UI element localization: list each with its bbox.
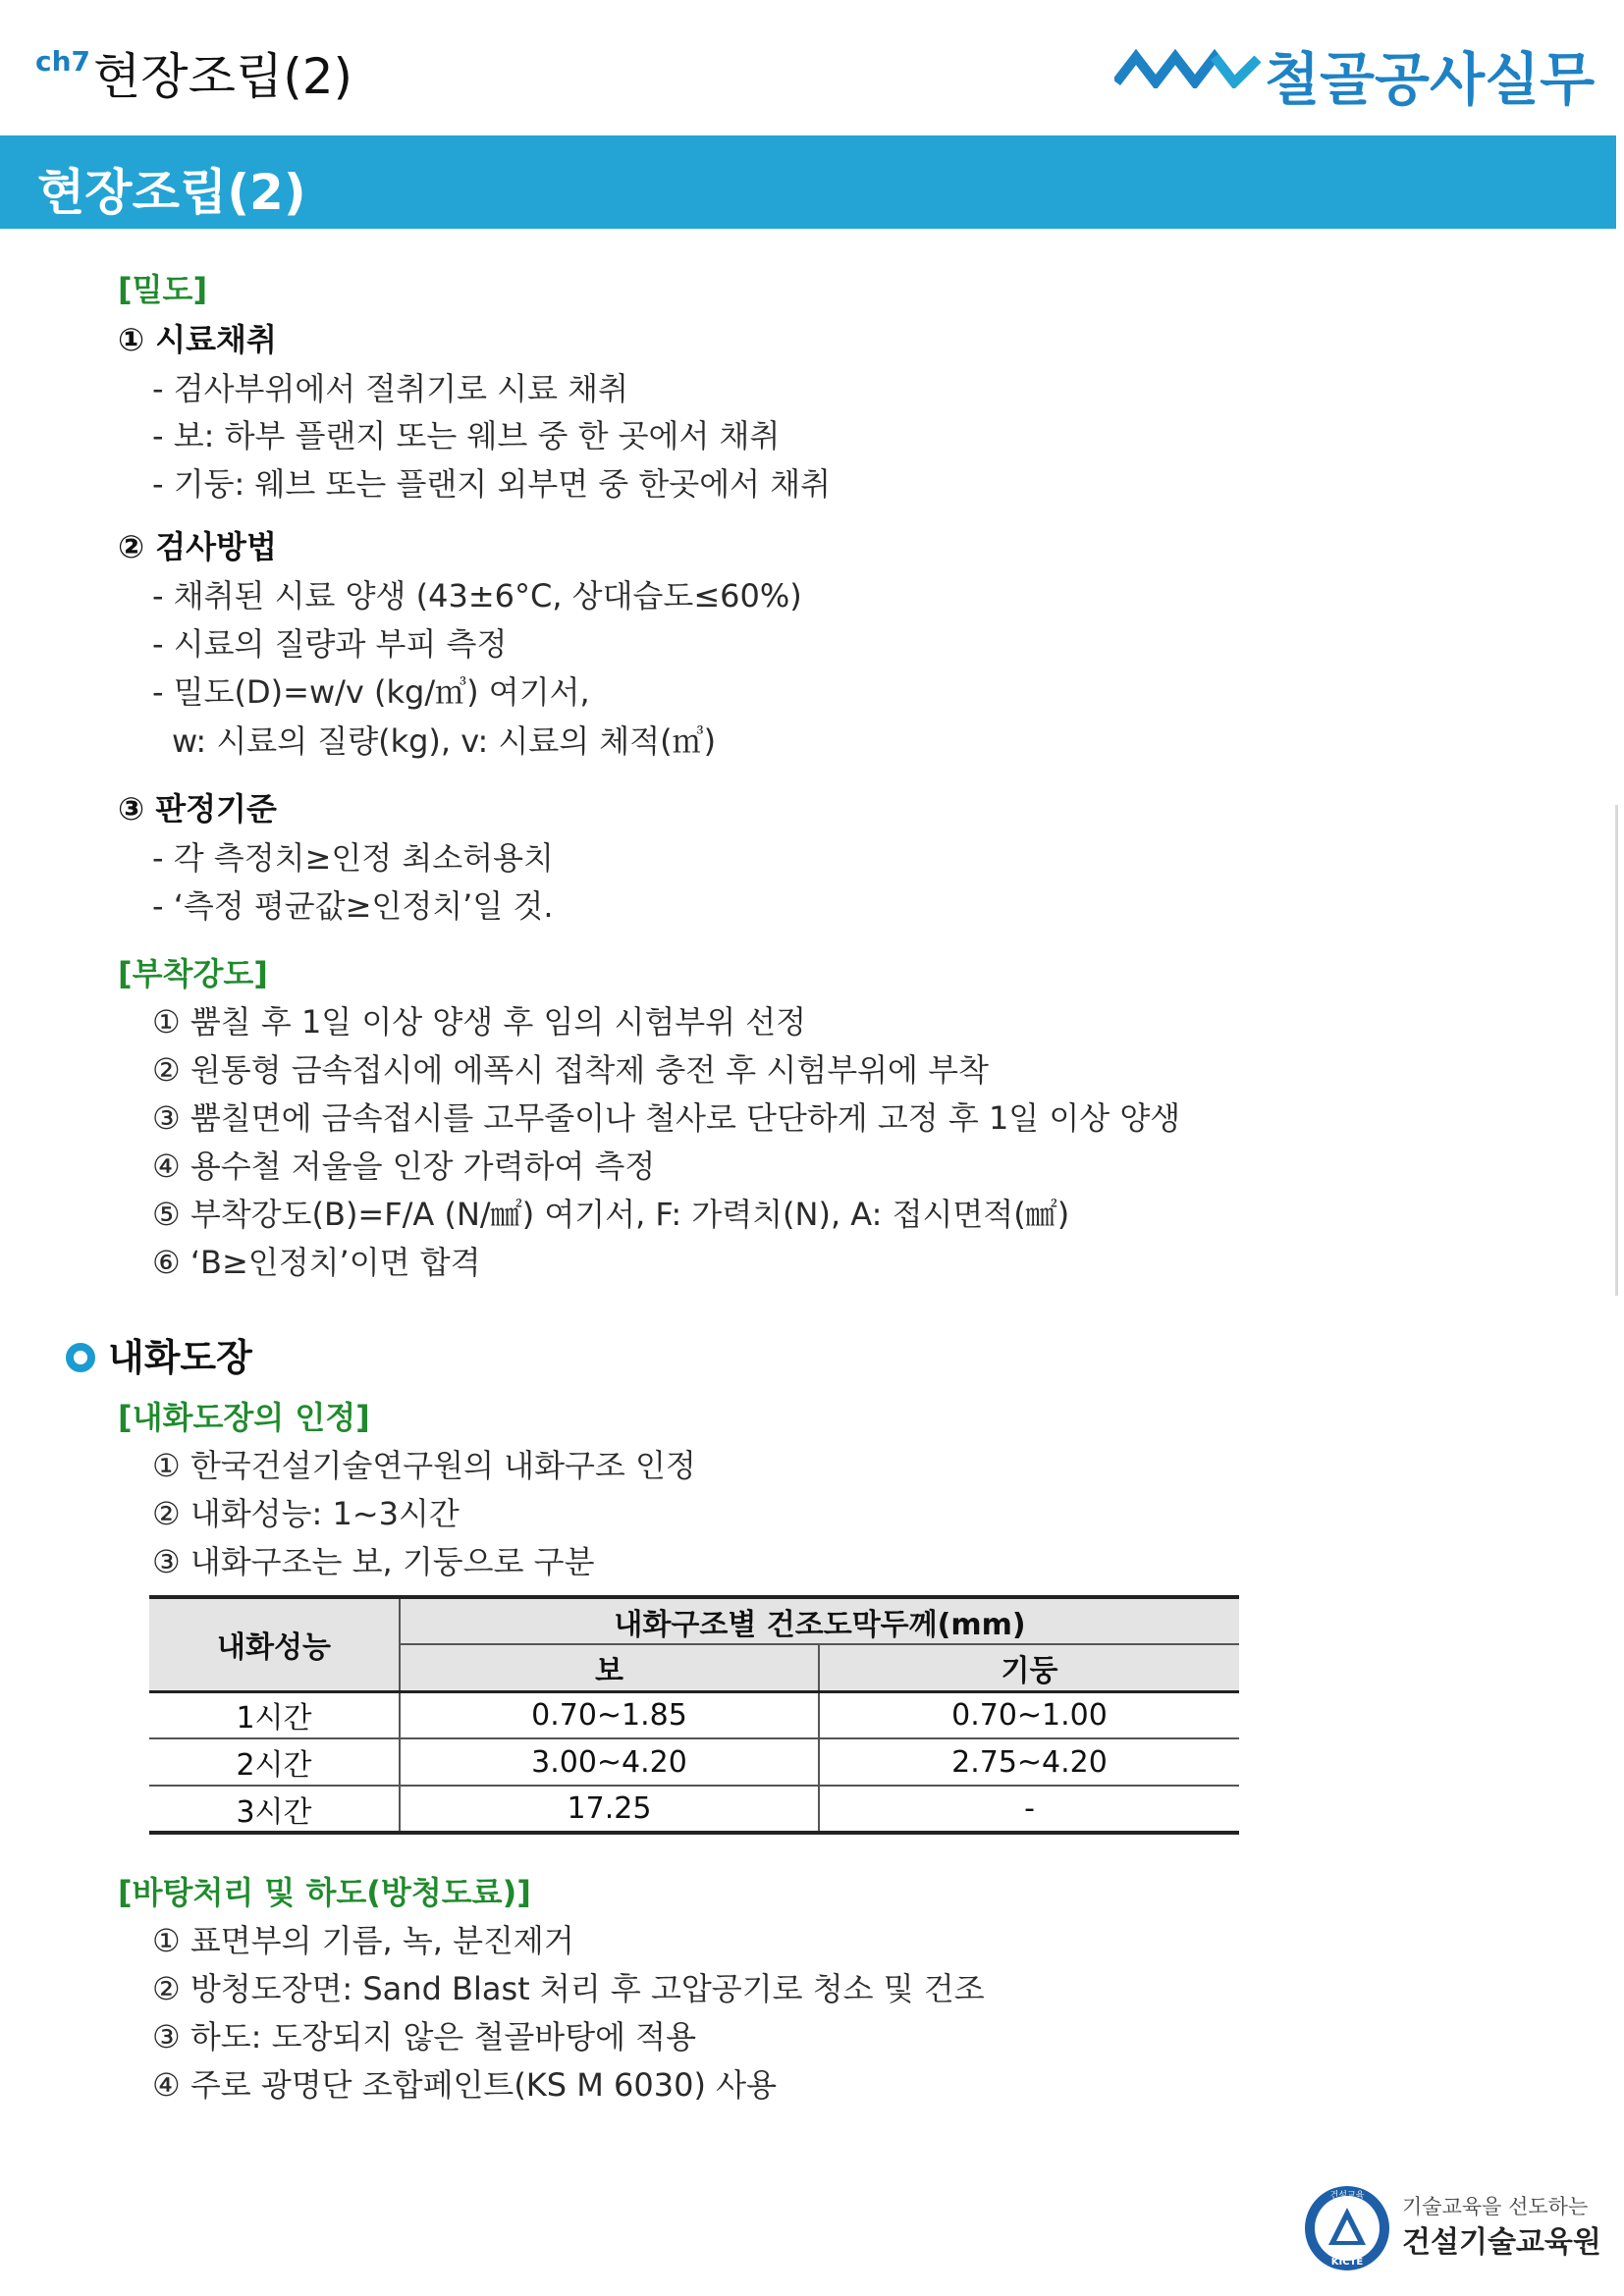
cert-item: ① 한국건설기술연구원의 내화구조 인정 bbox=[152, 1447, 696, 1484]
table-cell: 1시간 bbox=[149, 1691, 400, 1738]
chapter-label: ch7 bbox=[35, 45, 91, 78]
seal-top-text: 건설교육 bbox=[1329, 2191, 1365, 2201]
table-cell: 3.00~4.20 bbox=[400, 1738, 819, 1786]
method-title: ② 검사방법 bbox=[118, 528, 277, 565]
seal-bottom-text: KICTE bbox=[1330, 2257, 1364, 2268]
primer-heading: [바탕처리 및 하도(방청도료)] bbox=[118, 1874, 531, 1911]
primer-item: ① 표면부의 기름, 녹, 분진제거 bbox=[152, 1922, 574, 1959]
sampling-line: - 기둥: 웨브 또는 플랜지 외부면 중 한곳에서 채취 bbox=[152, 465, 832, 503]
adhesion-item: ③ 뿜칠면에 금속접시를 고무줄이나 철사로 단단하게 고정 후 1일 이상 양생 bbox=[152, 1099, 1181, 1137]
table-header-performance: 내화성능 bbox=[149, 1597, 400, 1691]
table-cell: 2시간 bbox=[149, 1738, 400, 1786]
sampling-line: - 보: 하부 플랜지 또는 웨브 중 한 곳에서 채취 bbox=[152, 417, 781, 454]
title-banner bbox=[0, 135, 1616, 229]
fire-thickness-table bbox=[149, 1595, 1239, 1835]
adhesion-item: ② 원통형 금속접시에 에폭시 접착제 충전 후 시험부위에 부착 bbox=[152, 1051, 989, 1089]
banner-title: 현장조립(2) bbox=[37, 164, 306, 221]
fireproof-cert-heading: [내화도장의 인정] bbox=[118, 1399, 370, 1436]
footer-org-name: 건설기술교육원 bbox=[1402, 2225, 1601, 2260]
table-header-column: 기둥 bbox=[819, 1644, 1239, 1691]
density-heading: [밀도] bbox=[118, 271, 208, 308]
section-bullet-icon bbox=[66, 1343, 95, 1372]
method-line: - 채취된 시료 양생 (43±6°C, 상대습도≤60%) bbox=[152, 577, 802, 614]
primer-item: ② 방청도장면: Sand Blast 처리 후 고압공기로 청소 및 건조 bbox=[152, 1970, 985, 2007]
header-title: 현장조립(2) bbox=[93, 48, 353, 105]
primer-item: ③ 하도: 도장되지 않은 철골바탕에 적용 bbox=[152, 2018, 697, 2056]
margin-rule bbox=[1615, 805, 1618, 1296]
method-line: - 시료의 질량과 부피 측정 bbox=[152, 625, 508, 663]
cert-item: ② 내화성능: 1~3시간 bbox=[152, 1495, 460, 1532]
wave-logo-icon bbox=[1114, 49, 1262, 88]
method-line: - 밀도(D)=w/v (kg/㎥) 여기서, bbox=[152, 673, 590, 711]
table-row bbox=[149, 1738, 1239, 1786]
primer-item: ④ 주로 광명단 조합페인트(KS M 6030) 사용 bbox=[152, 2066, 777, 2104]
method-line: w: 시료의 질량(kg), v: 시료의 체적(㎥) bbox=[172, 722, 717, 760]
table-cell: - bbox=[819, 1786, 1239, 1833]
table-cell: 3시간 bbox=[149, 1786, 400, 1833]
adhesion-item: ⑥ ‘B≥인정치’이면 합격 bbox=[152, 1244, 481, 1281]
criteria-line: - 각 측정치≥인정 최소허용치 bbox=[152, 839, 554, 877]
adhesion-item: ④ 용수철 저울을 인장 가력하여 측정 bbox=[152, 1148, 656, 1185]
table-row bbox=[149, 1691, 1239, 1738]
table-cell: 17.25 bbox=[400, 1786, 819, 1833]
sampling-title: ① 시료채취 bbox=[118, 321, 277, 358]
table-cell: 0.70~1.85 bbox=[400, 1691, 819, 1738]
adhesion-heading: [부착강도] bbox=[118, 955, 268, 992]
adhesion-item: ⑤ 부착강도(B)=F/A (N/㎟) 여기서, F: 가력치(N), A: 접시면적(㎟) bbox=[152, 1196, 1070, 1233]
table-row bbox=[149, 1786, 1239, 1833]
criteria-line: - ‘측정 평균값≥인정치’일 것. bbox=[152, 887, 554, 925]
brand-logo-text: 철골공사실무 bbox=[1265, 46, 1596, 113]
cert-item: ③ 내화구조는 보, 기둥으로 구분 bbox=[152, 1543, 595, 1580]
criteria-title: ③ 판정기준 bbox=[118, 790, 277, 828]
footer-tagline: 기술교육을 선도하는 bbox=[1402, 2195, 1589, 2218]
fireproof-section-title: 내화도장 bbox=[108, 1336, 252, 1379]
table-cell: 2.75~4.20 bbox=[819, 1738, 1239, 1786]
table-header-thickness: 내화구조별 건조도막두께(mm) bbox=[400, 1597, 1239, 1644]
table-header-beam: 보 bbox=[400, 1644, 819, 1691]
page-header bbox=[0, 0, 1624, 133]
kicte-seal-icon bbox=[1303, 2184, 1391, 2272]
table-cell: 0.70~1.00 bbox=[819, 1691, 1239, 1738]
adhesion-item: ① 뿜칠 후 1일 이상 양생 후 임의 시험부위 선정 bbox=[152, 1003, 807, 1041]
sampling-line: - 검사부위에서 절취기로 시료 채취 bbox=[152, 370, 629, 407]
